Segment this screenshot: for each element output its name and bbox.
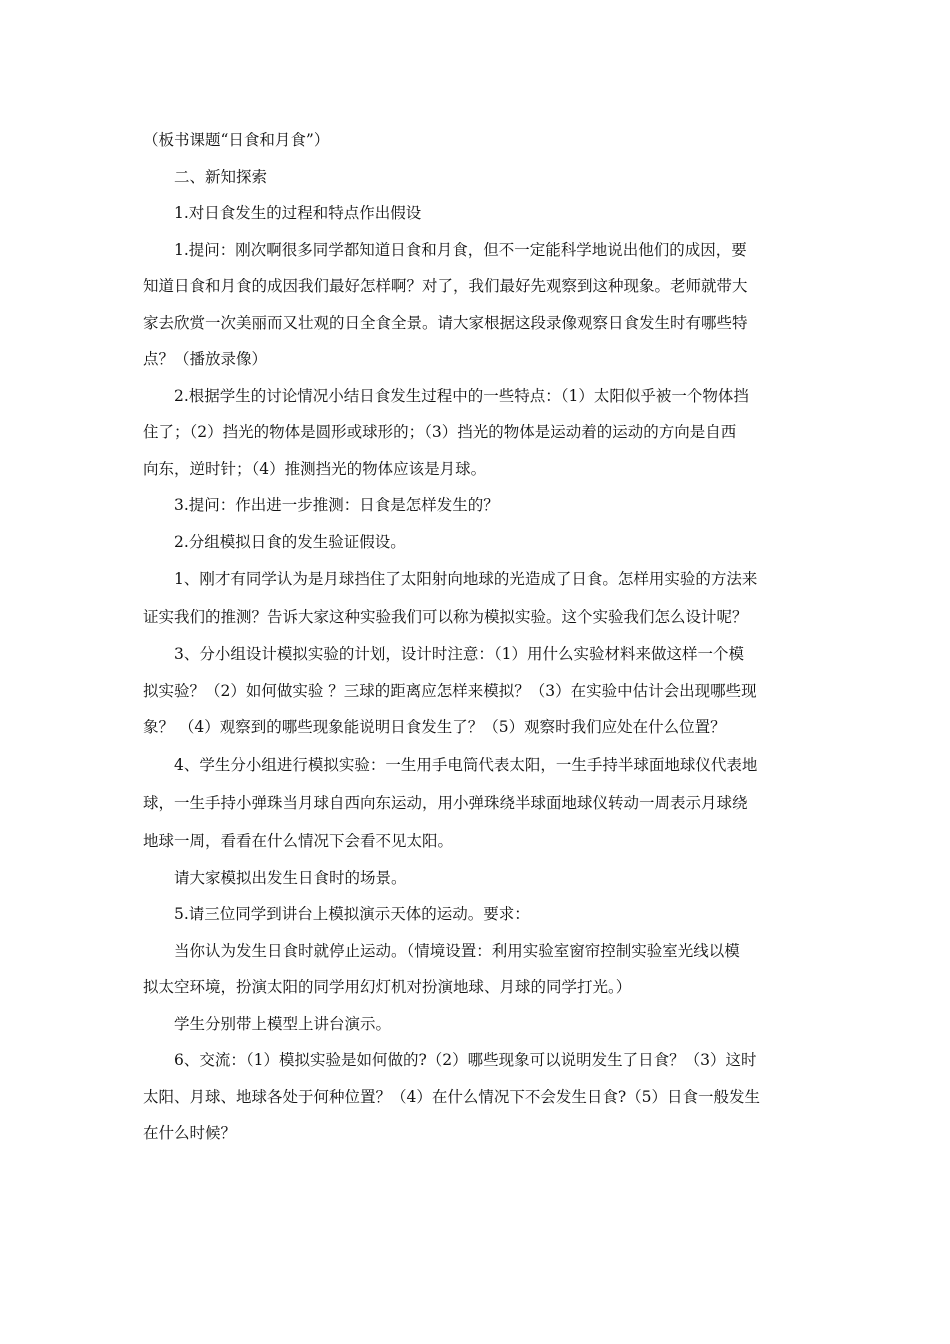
paragraph-line: 3.提问：作出进一步推测：日食是怎样发生的？ xyxy=(174,496,499,514)
paragraph-line: 1、刚才有同学认为是月球挡住了太阳射向地球的光造成了日食。怎样用实验的方法来 xyxy=(174,570,758,588)
paragraph-line: 请大家模拟出发生日食时的场景。 xyxy=(174,868,407,887)
paragraph-line: 学生分别带上模型上讲台演示。 xyxy=(174,1014,392,1033)
paragraph-line: 拟太空环境，扮演太阳的同学用幻灯机对扮演地球、月球的同学打光。） xyxy=(143,978,632,996)
paragraph-line: 球，一生手持小弹珠当月球自西向东运动，用小弹珠绕半球面地球仪转动一周表示月球绕 xyxy=(143,793,748,812)
subsection-heading: 2.分组模拟日食的发生验证假设。 xyxy=(174,532,406,551)
paragraph-line: 证实我们的推测？告诉大家这种实验我们可以称为模拟实验。这个实验我们怎么设计呢？ xyxy=(143,608,748,626)
section-heading: 二、新知探索 xyxy=(174,167,268,186)
subsection-heading: 1.对日食发生的过程和特点作出假设 xyxy=(174,204,422,222)
document-body xyxy=(143,122,811,1152)
paragraph-line: 向东，逆时针；（4）推测挡光的物体应该是月球。 xyxy=(143,459,487,478)
paragraph-line: 象？ （4）观察到的哪些现象能说明日食发生了？（5）观察时我们应处在什么位置？ xyxy=(143,718,726,736)
paragraph-line: 地球一周，看看在什么情况下会看不见太阳。 xyxy=(143,831,454,850)
paragraph-line: 1.提问：刚次啊很多同学都知道日食和月食，但不一定能科学地说出他们的成因，要 xyxy=(174,240,747,259)
paragraph-line: 当你认为发生日食时就停止运动。（情境设置：利用实验室窗帘控制实验室光线以模 xyxy=(174,941,740,960)
paragraph-line: 2.根据学生的讨论情况小结日食发生过程中的一些特点：（1）太阳似乎被一个物体挡 xyxy=(174,386,749,405)
paragraph-line: 家去欣赏一次美丽而又壮观的日全食全景。请大家根据这段录像观察日食发生时有哪些特 xyxy=(143,313,748,332)
paragraph-line: 点？（播放录像） xyxy=(143,350,268,368)
paragraph-line: 6、交流：（1）模拟实验是如何做的?（2）哪些现象可以说明发生了日食？（3）这时 xyxy=(174,1051,757,1069)
paragraph-line: 太阳、月球、地球各处于何种位置？（4）在什么情况下不会发生日食?（5）日食一般发生 xyxy=(143,1087,761,1106)
text-line: （板书课题“日食和月食”） xyxy=(143,131,330,149)
paragraph-line: 知道日食和月食的成因我们最好怎样啊？对了，我们最好先观察到这种现象。老师就带大 xyxy=(143,277,748,295)
paragraph-line: 在什么时候？ xyxy=(143,1124,237,1142)
paragraph-line: 3、分小组设计模拟实验的计划，设计时注意：（1）用什么实验材料来做这样一个模 xyxy=(174,645,744,663)
paragraph-line: 4、学生分小组进行模拟实验：一生用手电筒代表太阳，一生手持半球面地球仪代表地 xyxy=(174,755,758,774)
paragraph-line: 住了；（2）挡光的物体是圆形或球形的；（3）挡光的物体是运动着的运动的方向是自西 xyxy=(143,423,737,441)
paragraph-line: 拟实验？（2）如何做实验 ？三球的距离应怎样来模拟？（3）在实验中估计会出现哪些现 xyxy=(143,681,757,700)
paragraph-line: 5.请三位同学到讲台上模拟演示天体的运动。要求： xyxy=(174,905,530,923)
